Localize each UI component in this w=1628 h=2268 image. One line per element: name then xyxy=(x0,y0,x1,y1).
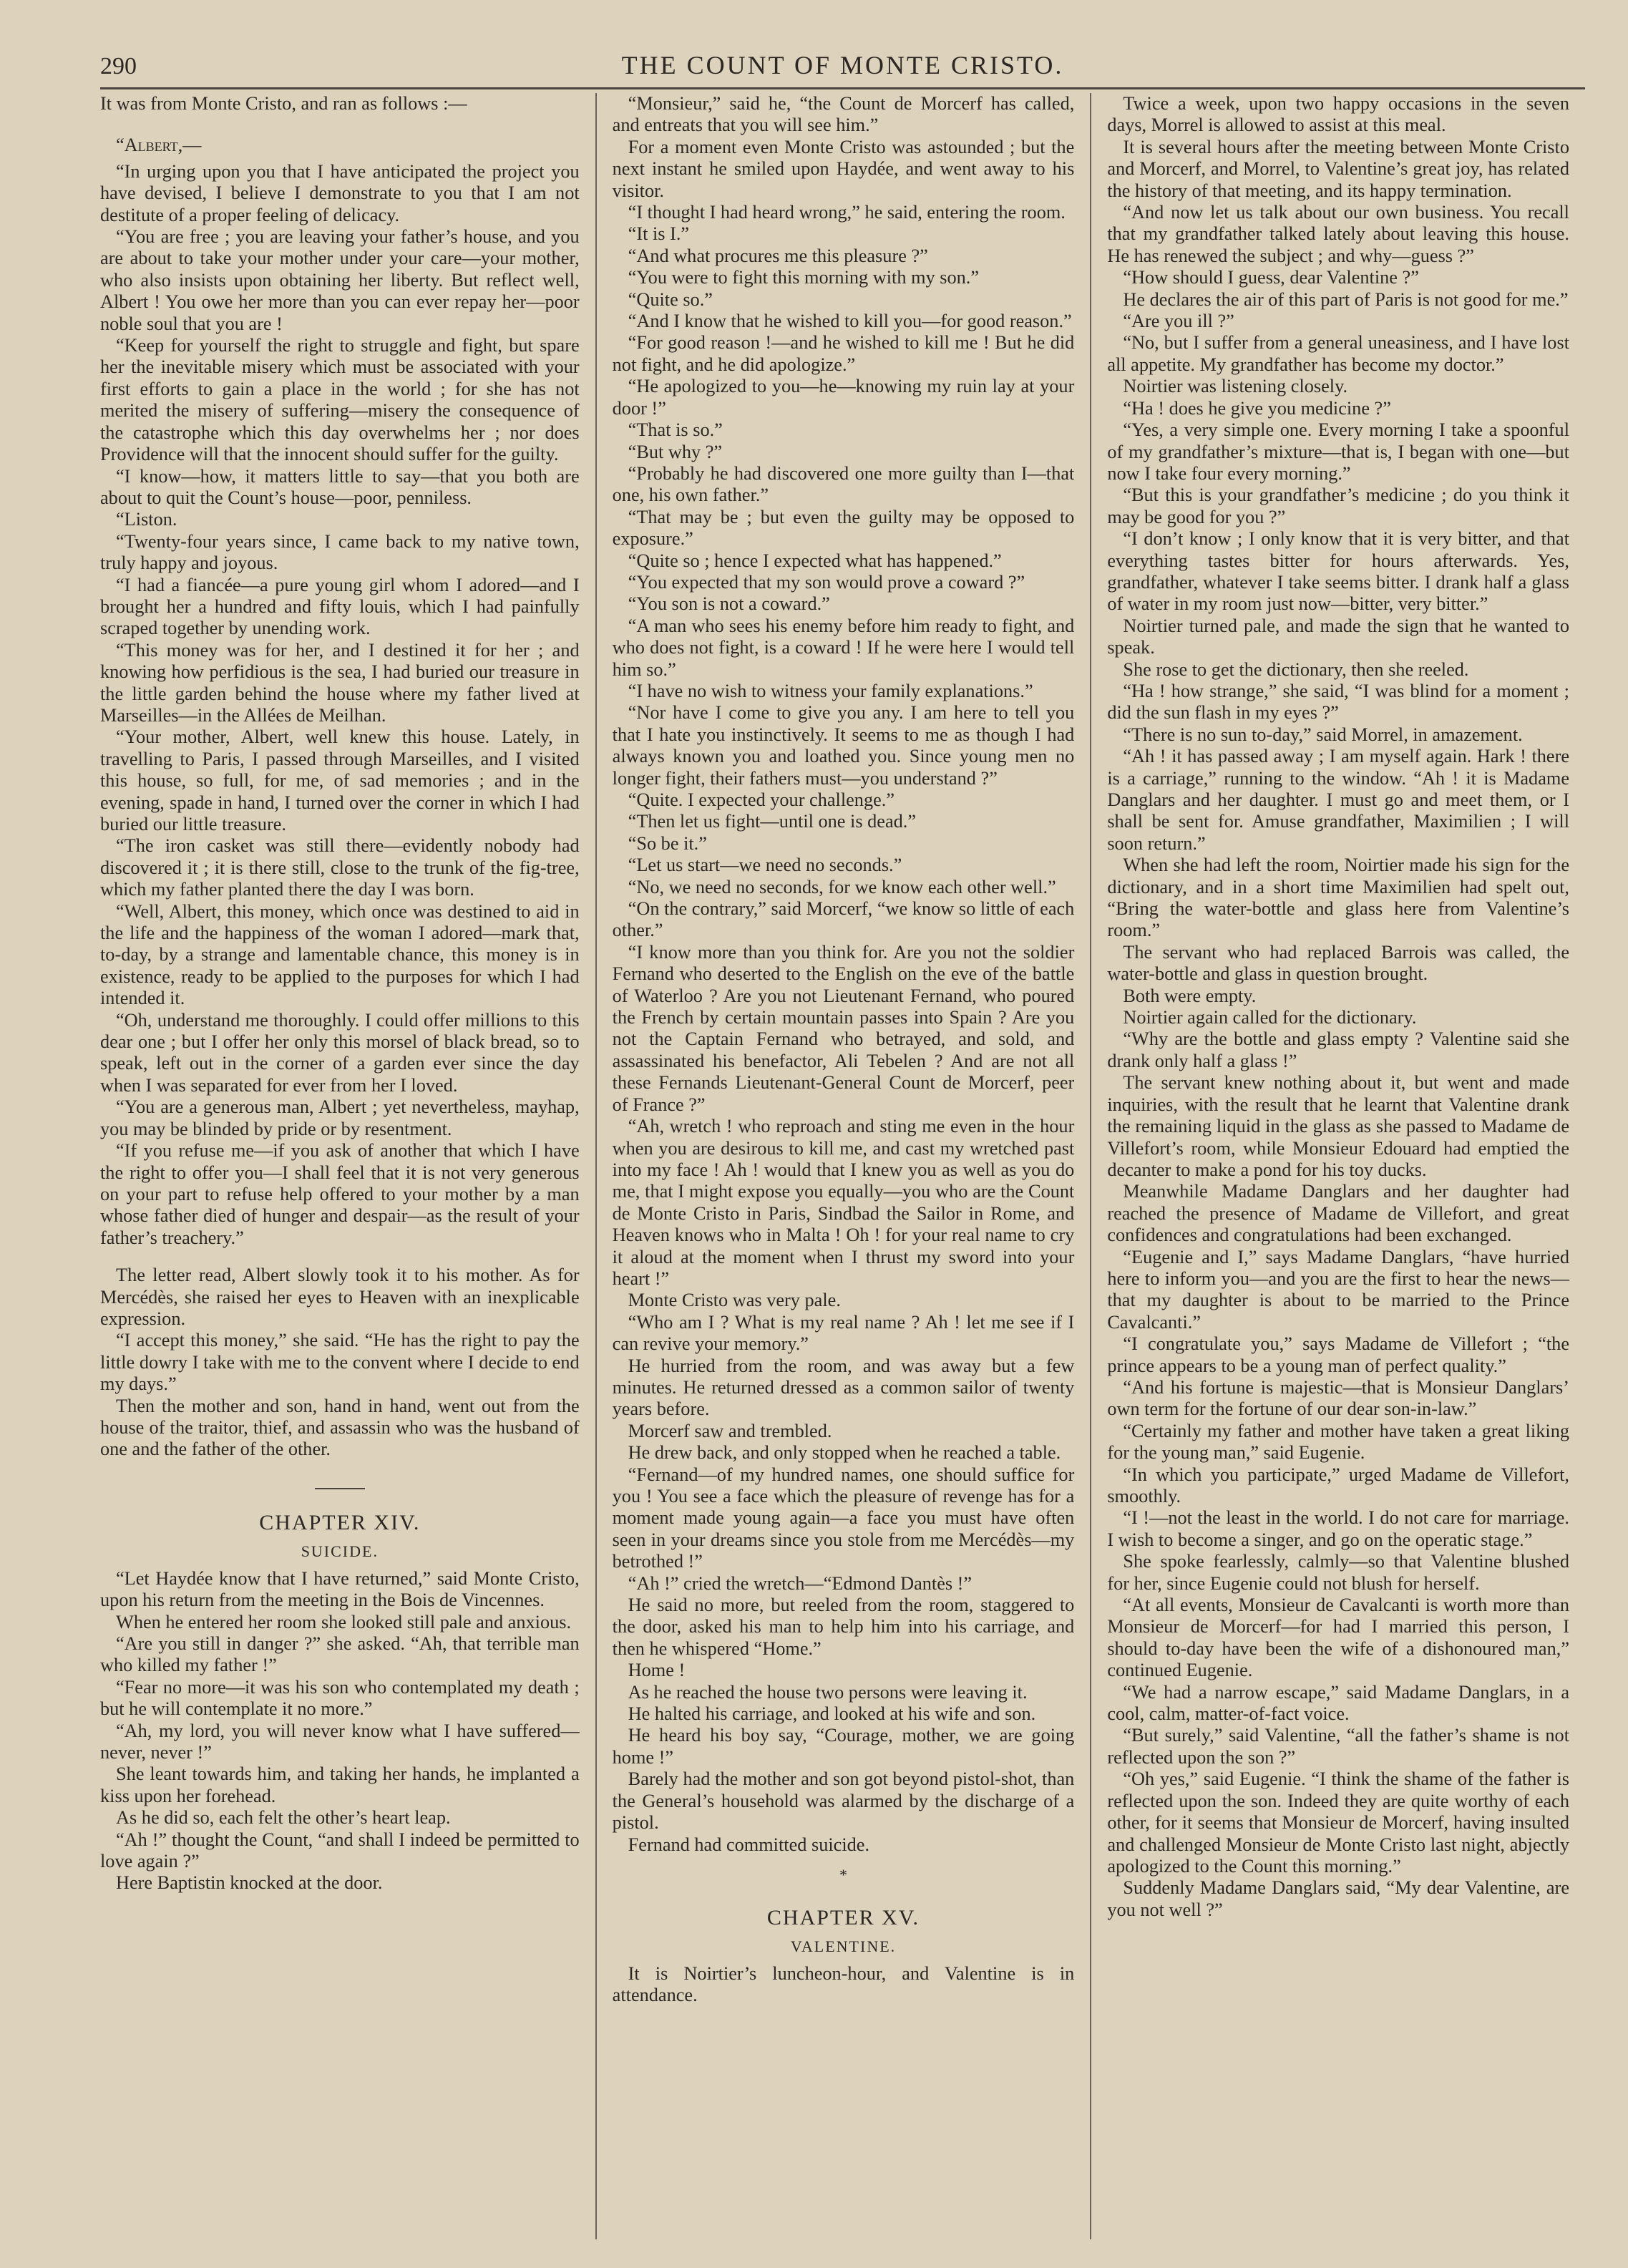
paragraph: Here Baptistin knocked at the door. xyxy=(116,1872,383,1894)
paragraph: “So be it.” xyxy=(628,832,707,854)
page-number: 290 xyxy=(100,53,137,79)
paragraph: He heard his boy say, “Courage, mother, we are going home !” xyxy=(612,1725,1075,1768)
paragraph: “If you refuse me—if you ask of another that which I have the right to offer you—I shall feel that it is not very generous on your part to refuse help offered to your mother by a man whose father died of hunger and despair—as the result of your father’s treachery.” xyxy=(100,1140,580,1248)
paragraph: As he did so, each felt the other’s heart leap. xyxy=(116,1807,451,1829)
paragraph: The servant knew nothing about it, but went and made inquiries, with the result that he learnt that Valentine drank the remaining liquid in the glass as she passed to Madame de Villefort’s room, while Monsieur Edouard had emptied the decanter to make a pond for his toy ducks. xyxy=(1107,1072,1569,1180)
paragraph: “I have no wish to witness your family explanations.” xyxy=(628,680,1033,701)
paragraph: He drew back, and only stopped when he reached a table. xyxy=(628,1442,1061,1464)
paragraph: “Well, Albert, this money, which once was destined to aid in the life and the happiness of the woman I adored—mark that, to-day, by a strange and lamentable chance, this money is in existence, ready to be applied to the purposes for which I had intended it. xyxy=(100,900,580,1009)
paragraph: “I know more than you think for. Are you not the soldier Fernand who deserted to the English on the eve of the battle of Waterloo ? Are you not Lieutenant Fernand, who poured the French by certain mountain passes into Spain ? Are you not the Captain Fernand who betrayed, and sold, and assassinated his benefactor, Ali Tebelen ? And are not all these Fernands Lieutenant-General Count de Morcerf, peer of France ?” xyxy=(612,941,1075,1115)
paragraph: “On the contrary,” said Morcerf, “we know so little of each other.” xyxy=(612,898,1075,941)
paragraph: “Why are the bottle and glass empty ? Valentine said she drank only half a glass !” xyxy=(1107,1028,1569,1071)
paragraph: “You expected that my son would prove a coward ?” xyxy=(628,571,1025,593)
paragraph: Barely had the mother and son got beyond pistol-shot, than the General’s household was alarmed by the discharge of a pistol. xyxy=(612,1768,1075,1834)
running-head xyxy=(100,50,1585,89)
column-1 xyxy=(100,93,595,2239)
paragraph: “Oh yes,” said Eugenie. “I think the shame of the father is reflected upon the son. Indeed they are quite worthy of each other, for it seems that Monsieur de Morcerf, having insulted and challenged Monsieur de Monte Cristo last night, abjectly apologized to the Count this morning.” xyxy=(1107,1768,1569,1877)
paragraph: Then the mother and son, hand in hand, went out from the house of the traitor, thief, and assassin who was the husband of one and the father of the other. xyxy=(100,1395,580,1460)
paragraph: “Ah !” thought the Count, “and shall I indeed be permitted to love again ?” xyxy=(100,1829,580,1872)
paragraph: “Ha ! how strange,” she said, “I was blind for a moment ; did the sun flash in my eyes ?” xyxy=(1107,680,1569,724)
paragraph: “Monsieur,” said he, “the Count de Morcerf has called, and entreats that you will see him.” xyxy=(612,93,1075,136)
paragraph: Monte Cristo was very pale. xyxy=(628,1290,841,1311)
paragraph: Morcerf saw and trembled. xyxy=(628,1420,832,1441)
paragraph: “But surely,” said Valentine, “all the father’s shame is not reflected upon the son ?” xyxy=(1107,1725,1569,1768)
paragraph: “I congratulate you,” says Madame de Villefort ; “the prince appears to be a young man of perfect quality.” xyxy=(1107,1333,1569,1376)
paragraph: “I accept this money,” she said. “He has the right to pay the little dowry I take with me to the convent where I decide to end my days.” xyxy=(100,1330,580,1395)
paragraph: “Yes, a very simple one. Every morning I take a spoonful of my grandfather’s mixture—that is, I began with one—but now I take four every morning.” xyxy=(1107,419,1569,484)
paragraph: “In which you participate,” urged Madame de Villefort, smoothly. xyxy=(1107,1464,1569,1507)
paragraph: It was from Monte Cristo, and ran as follows :— xyxy=(100,93,467,114)
paragraph: “Oh, understand me thoroughly. I could offer millions to this dear one ; but I offer her only this morsel of black bread, so to speak, left out in the corner of a garden ever since the day when I was separated for ever from her I loved. xyxy=(100,1009,580,1096)
paragraph: Both were empty. xyxy=(1123,985,1257,1006)
paragraph: “The iron casket was still there—evidently nobody had discovered it ; it is there still, close to the trunk of the fig-tree, which my father planted there the day I was born. xyxy=(100,835,580,900)
paragraph: “Nor have I come to give you any. I am here to tell you that I hate you instinctively. It seems to me as though I had always known you and loathed you. Since young men no longer fight, their fathers must—you understand ?” xyxy=(612,702,1075,789)
paragraph: “Ha ! does he give you medicine ?” xyxy=(1123,397,1391,419)
paragraph: “You son is not a coward.” xyxy=(628,593,830,615)
paragraph: When he entered her room she looked still pale and anxious. xyxy=(116,1611,572,1632)
paragraph: “He apologized to you—he—knowing my ruin lay at your door !” xyxy=(612,376,1075,419)
paragraph: “Let Haydée know that I have returned,” said Monte Cristo, upon his return from the meeting in the Bois de Vincennes. xyxy=(100,1567,580,1611)
paragraph: It is several hours after the meeting between Monte Cristo and Morcerf, and Morrel, to Valentine’s great joy, has related the history of that meeting, and its happy termination. xyxy=(1107,136,1569,201)
paragraph: “And his fortune is majestic—that is Monsieur Danglars’ own term for the fortune of our dear son-in-law.” xyxy=(1107,1376,1569,1420)
paragraph: “There is no sun to-day,” said Morrel, in amazement. xyxy=(1123,724,1523,745)
paragraph: “Eugenie and I,” says Madame Danglars, “have hurried here to inform you—and you are the first to hear the news—that my daughter is about to be married to the Prince Cavalcanti.” xyxy=(1107,1246,1569,1333)
paragraph: “Certainly my father and mother have taken a great liking for the young man,” said Eugenie. xyxy=(1107,1420,1569,1464)
paragraph: “I !—not the least in the world. I do not care for marriage. I wish to become a singer, and go on the operatic stage.” xyxy=(1107,1507,1569,1550)
paragraph: “And what procures me this pleasure ?” xyxy=(628,245,928,266)
paragraph: “Probably he had discovered one more guilty than I—that one, his own father.” xyxy=(612,462,1075,506)
paragraph: She rose to get the dictionary, then she reeled. xyxy=(1123,658,1469,680)
paragraph: The servant who had replaced Barrois was called, the water-bottle and glass in question brought. xyxy=(1107,941,1569,985)
paragraph: He hurried from the room, and was away but a few minutes. He returned dressed as a common sailor of twenty years before. xyxy=(612,1355,1075,1420)
paragraph: He said no more, but reeled from the room, staggered to the door, asked his man to help him into his carriage, and then he whispered “Home.” xyxy=(612,1595,1075,1659)
paragraph: “This money was for her, and I destined it for her ; and knowing how perfidious is the sea, I had buried our treasure in the little garden behind the house where my father lived at Marseilles—in the Allées de Meilhan. xyxy=(100,639,580,726)
paragraph: “A man who sees his enemy before him ready to fight, and who does not fight, is a coward ! If he were here I would tell him so.” xyxy=(612,615,1075,680)
paragraph: “Quite so ; hence I expected what has happened.” xyxy=(628,550,1002,571)
paragraph: “But why ?” xyxy=(628,441,723,462)
paragraph: “For good reason !—and he wished to kill me ! But he did not fight, and he did apologize.” xyxy=(612,332,1075,375)
paragraph: “And now let us talk about our own business. You recall that my grandfather talked lately about leaving this house. He has renewed the subject ; and why—guess ?” xyxy=(1107,202,1569,266)
paragraph: He halted his carriage, and looked at his wife and son. xyxy=(628,1703,1036,1725)
paragraph: “No, we need no seconds, for we know each other well.” xyxy=(628,876,1056,897)
paragraph: “That is so.” xyxy=(628,419,723,441)
paragraph: “We had a narrow escape,” said Madame Danglars, in a cool, calm, matter-of-fact voice. xyxy=(1107,1681,1569,1725)
paragraph: “Who am I ? What is my real name ? Ah ! let me see if I can revive your memory.” xyxy=(612,1311,1075,1355)
paragraph: The letter read, Albert slowly took it to his mother. As for Mercédès, she raised her eyes to Heaven with an inexplicable expression. xyxy=(100,1265,580,1329)
section-divider xyxy=(315,1488,365,1489)
paragraph: Twice a week, upon two happy occasions in the seven days, Morrel is allowed to assist at this meal. xyxy=(1107,93,1569,136)
paragraph: “That may be ; but even the guilty may be opposed to exposure.” xyxy=(612,506,1075,550)
chapter-heading: CHAPTER XIV. xyxy=(259,1510,421,1534)
paragraph: Noirtier was listening closely. xyxy=(1123,376,1348,397)
paragraph: “I thought I had heard wrong,” he said, entering the room. xyxy=(628,202,1066,223)
paragraph: “Liston. xyxy=(116,509,177,530)
paragraph: Noirtier turned pale, and made the sign that he wanted to speak. xyxy=(1107,615,1569,658)
text-columns xyxy=(100,93,1585,2239)
paragraph: “Ah, wretch ! who reproach and sting me even in the hour when you are desirous to kill me, and cast my wretched past into my face ! Ah ! would that I knew you as well as you do me, that I might expose you equally—you who are the Count de Monte Cristo in Paris, Sindbad the Sailor in Rome, and Heaven knows who in Malta ! Oh ! for your real name to cry it aloud at the moment when I thrust my sword into your heart !” xyxy=(612,1116,1075,1289)
paragraph: “Quite. I expected your challenge.” xyxy=(628,789,895,810)
paragraph: It is Noirtier’s luncheon-hour, and Valentine is in attendance. xyxy=(612,1962,1075,2006)
paragraph: “No, but I suffer from a general uneasiness, and I have lost all appetite. My grandfather has become my doctor.” xyxy=(1107,332,1569,375)
paragraph: “Fear no more—it was his son who contemplated my death ; but he will contemplate it no more.” xyxy=(100,1676,580,1720)
paragraph: “Ah ! it has passed away ; I am myself again. Hark ! there is a carriage,” running to the window. “Ah ! it is Madame Danglars and her daughter. I must go and meet them, or I shall be sent for. Amuse grandfather, Maximilien ; I will soon return.” xyxy=(1107,746,1569,854)
paragraph: “It is I.” xyxy=(628,223,690,245)
paragraph: When she had left the room, Noirtier made his sign for the dictionary, and in a short time Maximilien had spelt out, “Bring the water-bottle and glass here from Valentine’s room.” xyxy=(1107,855,1569,941)
paragraph: “Let us start—we need no seconds.” xyxy=(628,855,902,876)
paragraph: “You are free ; you are leaving your father’s house, and you are about to take your mother under your care—your mother, who also insists upon obtaining her liberty. But reflect well, Albert ! You owe her more than you can ever repay her—poor noble soul that you are ! xyxy=(100,226,580,334)
column-3 xyxy=(1090,93,1585,2239)
chapter-subtitle: VALENTINE. xyxy=(790,1937,897,1955)
paragraph: “You are a generous man, Albert ; yet nevertheless, mayhap, you may be blinded by pride or by resentment. xyxy=(100,1096,580,1139)
paragraph: For a moment even Monte Cristo was astounded ; but the next instant he smiled upon Haydée, and went away to his visitor. xyxy=(612,136,1075,201)
paragraph: “I don’t know ; I only know that it is very bitter, and that everything tastes bitter for hours afterwards. Yes, grandfather, whatever I take seems bitter. I drank half a glass of water in my room just now—bitter, very bitter.” xyxy=(1107,528,1569,615)
paragraph: Suddenly Madame Danglars said, “My dear Valentine, are you not well ?” xyxy=(1107,1877,1569,1920)
paragraph: “Ah, my lord, you will never know what I have suffered—never, never !” xyxy=(100,1720,580,1763)
paragraph: “Twenty-four years since, I came back to my native town, truly happy and joyous. xyxy=(100,530,580,574)
paragraph: “You were to fight this morning with my son.” xyxy=(628,267,980,288)
section-ornament: * xyxy=(839,1865,847,1884)
paragraph: Meanwhile Madame Danglars and her daughter had reached the presence of Madame de Villefort, and great confidences and congratulations had been exchanged. xyxy=(1107,1181,1569,1246)
paragraph: “Ah !” cried the wretch—“Edmond Dantès !” xyxy=(628,1572,973,1594)
column-2 xyxy=(595,93,1091,2239)
paragraph: “Keep for yourself the right to struggle and fight, but spare her the inevitable misery which must be associated with your first efforts to gain a place in the world ; for she has not merited the misery of suffering—misery the consequence of the catastrophe which this day overwhelms her ; nor does Providence will that the innocent should suffer for the guilty. xyxy=(100,335,580,465)
paragraph: She leant towards him, and taking her hands, he implanted a kiss upon her forehead. xyxy=(100,1763,580,1806)
paragraph: “I know—how, it matters little to say—that you both are about to quit the Count’s house—poor, penniless. xyxy=(100,465,580,508)
paragraph: “How should I guess, dear Valentine ?” xyxy=(1123,267,1419,288)
paragraph: “Your mother, Albert, well knew this house. Lately, in travelling to Paris, I passed through Marseilles, and I visited this house, so full, for me, of sad memories ; and in the evening, spade in hand, I turned over the corner in which I had buried our little treasure. xyxy=(100,726,580,834)
paragraph: “Fernand—of my hundred names, one should suffice for you ! You see a face which the pleasure of revenge has for a moment made young again—a face you must have often seen in your dreams since you stole from me Mercédès—my betrothed !” xyxy=(612,1464,1075,1572)
paragraph: “Are you still in danger ?” she asked. “Ah, that terrible man who killed my father !” xyxy=(100,1633,580,1676)
paragraph: Fernand had committed suicide. xyxy=(628,1834,870,1855)
paragraph: She spoke fearlessly, calmly—so that Valentine blushed for her, since Eugenie could not blush for herself. xyxy=(1107,1551,1569,1594)
paragraph: He declares the air of this part of Paris is not good for me.” xyxy=(1123,288,1569,310)
paragraph: “In urging upon you that I have anticipated the project you have devised, I believe I demonstrate to you that I am not destitute of a proper feeling of delicacy. xyxy=(100,160,580,225)
letter-salutation: “Albert,— xyxy=(116,135,202,156)
paragraph: “Are you ill ?” xyxy=(1123,311,1234,332)
paragraph: “And I know that he wished to kill you—for good reason.” xyxy=(628,311,1072,332)
running-title: THE COUNT OF MONTE CRISTO. xyxy=(621,51,1064,79)
paragraph: “But this is your grandfather’s medicine ; do you think it may be good for you ?” xyxy=(1107,485,1569,527)
paragraph: “Then let us fight—until one is dead.” xyxy=(628,811,917,832)
paragraph: “I had a fiancée—a pure young girl whom I adored—and I brought her a hundred and fifty louis, which I had painfully scraped together by unending work. xyxy=(100,574,580,639)
chapter-heading: CHAPTER XV. xyxy=(766,1905,920,1929)
paragraph: Noirtier again called for the dictionary. xyxy=(1123,1007,1417,1028)
paragraph: Home ! xyxy=(628,1660,686,1681)
chapter-subtitle: SUICIDE. xyxy=(301,1542,379,1560)
paragraph: “At all events, Monsieur de Cavalcanti is worth more than Monsieur de Morcerf—for had I married this person, I should to-day have been the wife of a dishonoured man,” continued Eugenie. xyxy=(1107,1595,1569,1681)
paragraph: As he reached the house two persons were leaving it. xyxy=(628,1681,1028,1703)
paragraph: “Quite so.” xyxy=(628,288,713,310)
